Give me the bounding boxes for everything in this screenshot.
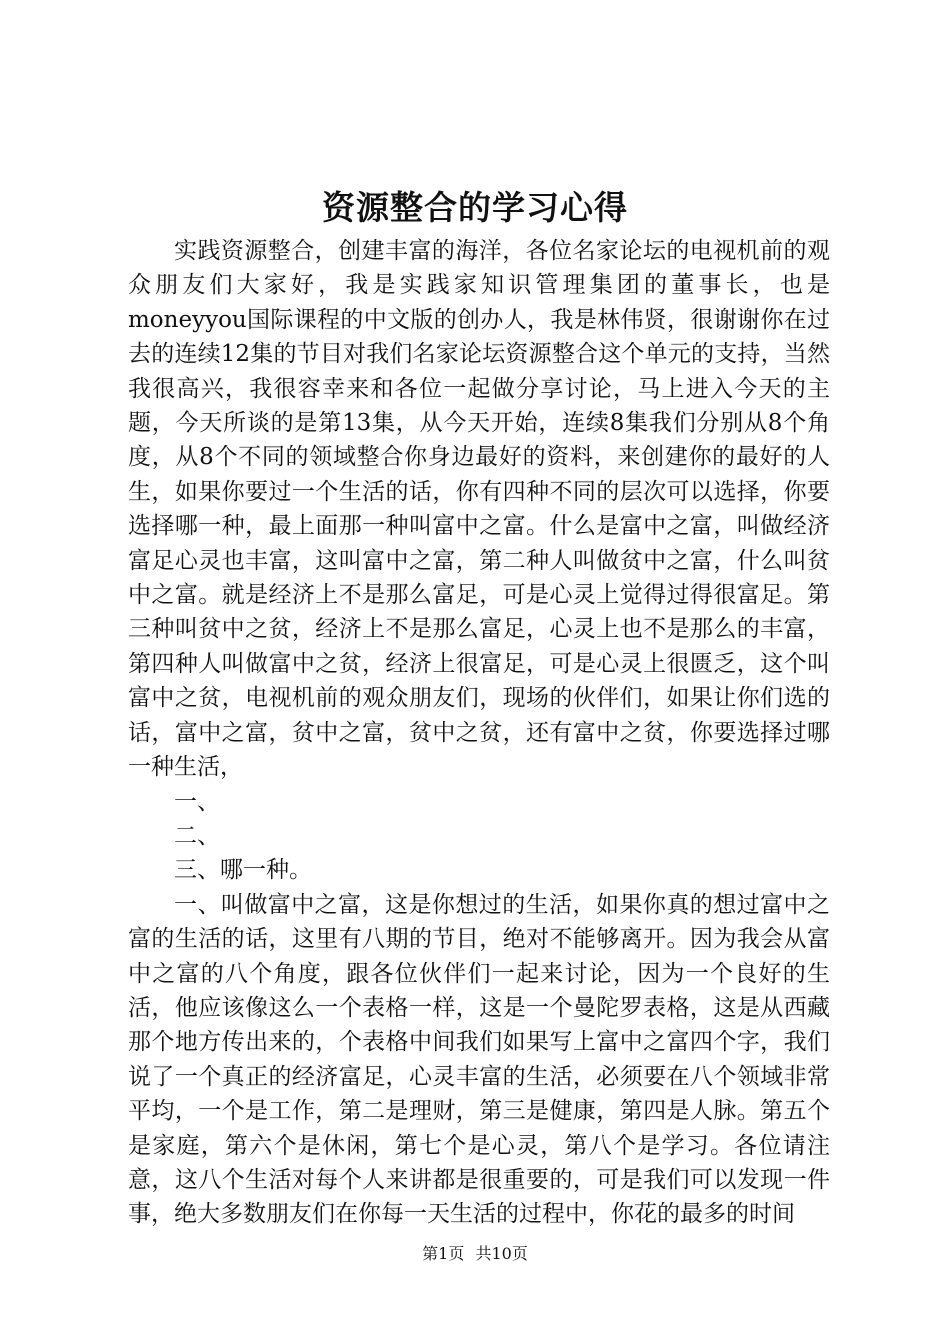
- page-footer: [0, 1244, 950, 1264]
- page-total: 共10页: [475, 1244, 528, 1263]
- paragraph: 一、: [174, 788, 220, 815]
- page-number: 第1页: [422, 1244, 465, 1263]
- paragraph: 三、哪一种。: [174, 857, 312, 884]
- paragraph: 一、叫做富中之富，这是你想过的生活，如果你真的想过富中之富的生活的话，这里有八期的节目，绝对不能够离开。因为我会从富中之富的八个角度，跟各位伙伴们一起来讨论，因为一个良好的生活，他应该像这么一个表格一样，这是一个曼陀罗表格，这是从西藏那个地方传出来的，个表格中间我们如果写上富中之富四个字，我们说了一个真正的经济富足，心灵丰富的生活，必须要在八个领域非常平均，一个是工作，第二是理财，第三是健康，第四是人脉。第五个是家庭，第六个是休闲，第七个是心灵，第八个是学习。各位请注意，这八个生活对每个人来讲都是很重要的，可是我们可以发现一件事，绝大多数朋友们在你每一天生活的过程中，你花的最多的时间: [128, 891, 830, 1228]
- document-body: [128, 234, 830, 1232]
- paragraph: 实践资源整合，创建丰富的海洋，各位名家论坛的电视机前的观众朋友们大家好，我是实践家知识管理集团的董事长，也是moneyyou国际课程的中文版的创办人，我是林伟贤，很谢谢你在过去的连续12集的节目对我们名家论坛资源整合这个单元的支持，当然我很高兴，我很容幸来和各位一起做分享讨论，马上进入今天的主题，今天所谈的是第13集，从今天开始，连续8集我们分别从8个角度，从8个不同的领域整合你身边最好的资料，来创建你的最好的人生，如果你要过一个生活的话，你有四种不同的层次可以选择，你要选择哪一种，最上面那一种叫富中之富。什么是富中之富，叫做经济富足心灵也丰富，这叫富中之富，第二种人叫做贫中之富，什么叫贫中之富。就是经济上不是那么富足，可是心灵上觉得过得很富足。第三种叫贫中之贫，经济上不是那么富足，心灵上也不是那么的丰富，第四种人叫做富中之贫，经济上很富足，可是心灵上很匮乏，这个叫富中之贫，电视机前的观众朋友们，现场的伙伴们，如果让你们选的话，富中之富，贫中之富，贫中之贫，还有富中之贫，你要选择过哪一种生活，: [128, 238, 830, 781]
- paragraph: 二、: [174, 822, 220, 849]
- page-title: 资源整合的学习心得: [322, 188, 628, 227]
